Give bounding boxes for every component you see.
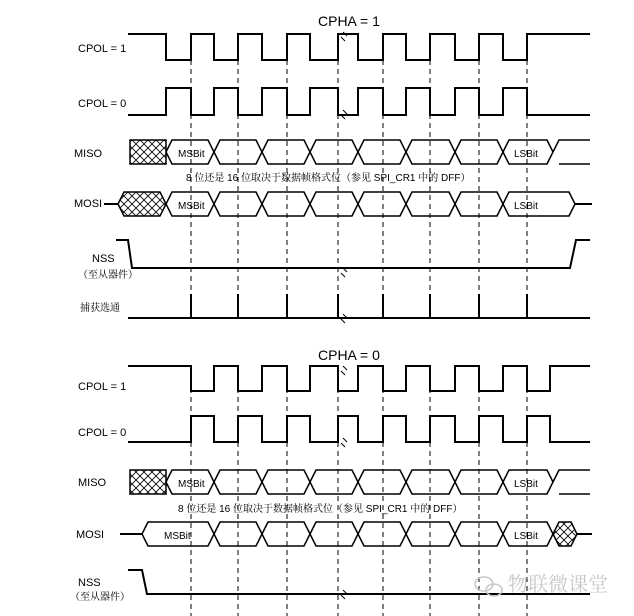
cpha1-mosi-lsbit: LSBit: [514, 201, 538, 212]
cpha0-cpol1-label: CPOL = 1: [78, 381, 127, 393]
watermark: [475, 573, 608, 596]
cpha1-mosi-label: MOSI: [74, 198, 103, 210]
cpha1-cpol1-label: CPOL = 1: [78, 43, 127, 55]
cpha0-dff-note: 8 位还是 16 位取决于数据帧格式位（参见 SPI_CR1 中的 DFF）: [178, 504, 463, 515]
cpha1-miso-label: MISO: [74, 148, 103, 160]
cpha1-cpol1-waveform: [128, 34, 590, 60]
cpha0-miso-lsbit: LSBit: [514, 479, 538, 490]
cpha1-nss-waveform: [116, 240, 590, 268]
watermark-text: 物联微课堂: [508, 574, 608, 596]
cpha1-section: [74, 13, 592, 323]
cpha0-nss-sublabel: （至从器件）: [70, 592, 130, 603]
cpha1-capture-label: 捕获选通: [80, 303, 120, 314]
cpha0-miso-label: MISO: [78, 477, 107, 489]
cpha1-dff-note: 8 位还是 16 位取决于数据帧格式位（参见 SPI_CR1 中的 DFF）: [186, 173, 471, 184]
cpha1-capture-waveform: [128, 294, 590, 318]
cpha0-miso-msbit: MSBit: [178, 479, 205, 490]
cpha1-cpol0-label: CPOL = 0: [78, 98, 127, 110]
cpha1-nss-sublabel: （至从器件）: [78, 270, 138, 281]
cpha0-mosi-lsbit: LSBit: [514, 531, 538, 542]
cpha1-nss-label: NSS: [92, 253, 115, 265]
cpha0-mosi-msbit: MSBit: [164, 531, 191, 542]
cpha0-nss-label: NSS: [78, 577, 101, 589]
cpha1-mosi-msbit: MSBit: [178, 201, 205, 212]
cpha0-cpol1-waveform: [128, 366, 590, 391]
cpha1-miso-lsbit: LSBit: [514, 149, 538, 160]
cpha0-cpol0-label: CPOL = 0: [78, 427, 127, 439]
cpha0-mosi-label: MOSI: [76, 529, 105, 541]
cpha1-miso-msbit: MSBit: [178, 149, 205, 160]
cpha1-title: CPHA = 1: [318, 13, 380, 29]
cpha0-title: CPHA = 0: [318, 347, 380, 363]
cpha1-cpol0-waveform: [128, 88, 590, 115]
cpha0-cpol0-waveform: [128, 416, 590, 442]
cpha0-break-marks: [341, 366, 347, 599]
